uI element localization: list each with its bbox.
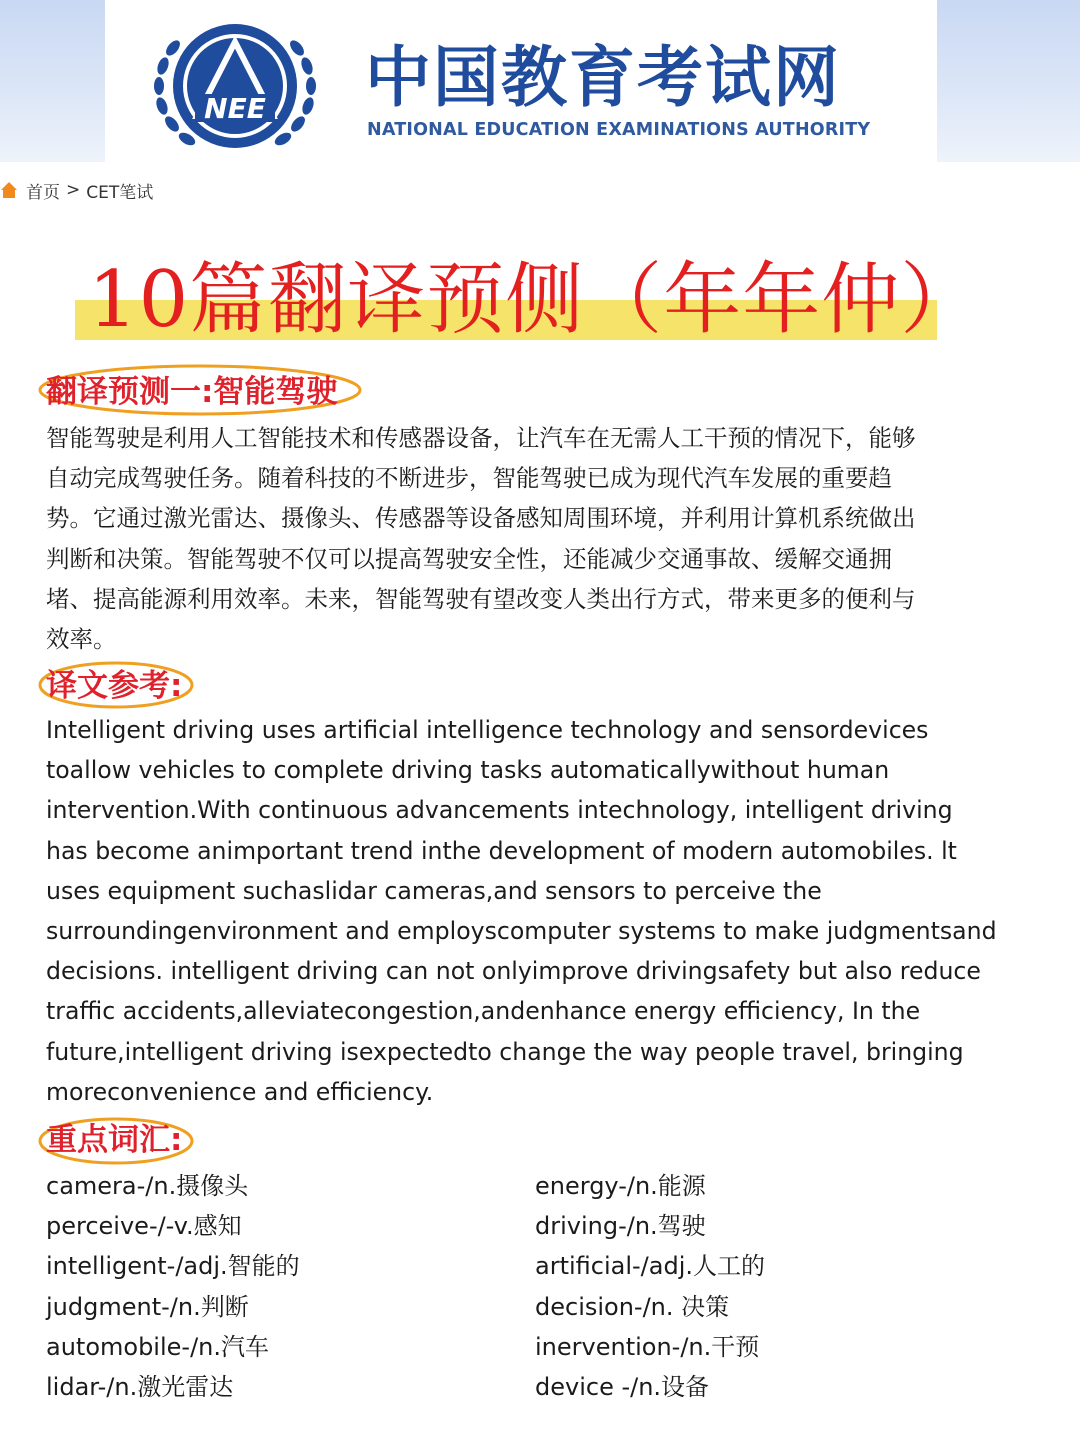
breadcrumb-home[interactable]: 首页 [26, 182, 60, 203]
neea-logo-icon[interactable] [145, 8, 325, 158]
english-line: moreconvenience and efficiency. [46, 1077, 434, 1106]
english-line: surroundingenvironment and employscomputer systems to make judgmentsand [46, 917, 997, 946]
vocab-item: camera-/n.摄像头 [46, 1172, 249, 1200]
logo-text: NEE [204, 92, 266, 125]
english-line: uses equipment suchaslidar cameras,and sensors to perceive the [46, 876, 822, 905]
chinese-line: 效率。 [46, 625, 117, 654]
english-line: has become animportant trend inthe development of modern automobiles. lt [46, 836, 957, 865]
vocab-item: inervention-/n.干预 [535, 1332, 760, 1361]
vocab-item: automobile-/n.汽车 [46, 1332, 269, 1361]
page-title: 10篇翻译预侧（年年仲） [88, 255, 980, 345]
breadcrumb-current[interactable]: CET笔试 [86, 182, 154, 203]
breadcrumb-separator: > [66, 180, 81, 200]
english-line: intervention.With continuous advancements intechnology, intelligent driving [46, 796, 953, 825]
vocab-item: energy-/n.能源 [535, 1172, 706, 1200]
site-name[interactable]: 中国教育考试网 [365, 39, 841, 116]
chinese-line: 堵、提高能源利用效率。未来，智能驾驶有望改变人类出行方式，带来更多的便利与 [46, 584, 916, 613]
vocab-item: intelligent-/adj.智能的 [46, 1252, 300, 1281]
vocab-list-right [535, 1166, 765, 1407]
vocab-item: lidar-/n.激光雷达 [46, 1373, 234, 1402]
english-line: future,intelligent driving isexpectedto change the way people travel, bringing [46, 1037, 964, 1066]
chinese-line: 自动完成驾驶任务。随着科技的不断进步，智能驾驶已成为现代汽车发展的重要趋 [46, 464, 892, 493]
vocab-item: judgment-/n.判断 [46, 1292, 249, 1321]
breadcrumb [0, 176, 153, 204]
vocab-item: artificial-/adj.人工的 [535, 1252, 765, 1281]
vocab-item: perceive-/-v.感知 [46, 1212, 242, 1241]
section-heading-vocabulary: 重点词汇: [46, 1122, 183, 1158]
vocab-item: decision-/n. 决策 [535, 1292, 730, 1321]
vocab-item: driving-/n.驾驶 [535, 1212, 706, 1241]
english-line: traffic accidents,alleviatecongestion,andenhance energy efficiency, In the [46, 997, 921, 1026]
section-heading-translation: 翻译预测一:智能驾驶 [46, 374, 338, 410]
chinese-line: 判断和决策。智能驾驶不仅可以提高驾驶安全性，还能减少交通事故、缓解交通拥 [46, 544, 892, 573]
vocab-item: device -/n.设备 [535, 1373, 710, 1402]
english-line: Intelligent driving uses artificial intelligence technology and sensordevices [46, 716, 929, 744]
english-line: decisions. intelligent driving can not onlyimprove drivingsafety but also reduce [46, 957, 981, 986]
vocab-list-left [46, 1166, 300, 1407]
english-passage [46, 710, 1021, 1112]
home-icon[interactable] [0, 181, 18, 199]
section-heading-reference: 译文参考: [46, 668, 183, 704]
english-line: toallow vehicles to complete driving tasks automaticallywithout human [46, 756, 890, 785]
site-subtitle: NATIONAL EDUCATION EXAMINATIONS AUTHORITY [367, 120, 871, 140]
chinese-line: 智能驾驶是利用人工智能技术和传感器设备，让汽车在无需人工干预的情况下，能够 [46, 424, 916, 452]
chinese-passage [46, 418, 1006, 659]
chinese-line: 势。它通过激光雷达、摄像头、传感器等设备感知周围环境，并利用计算机系统做出 [46, 504, 916, 533]
